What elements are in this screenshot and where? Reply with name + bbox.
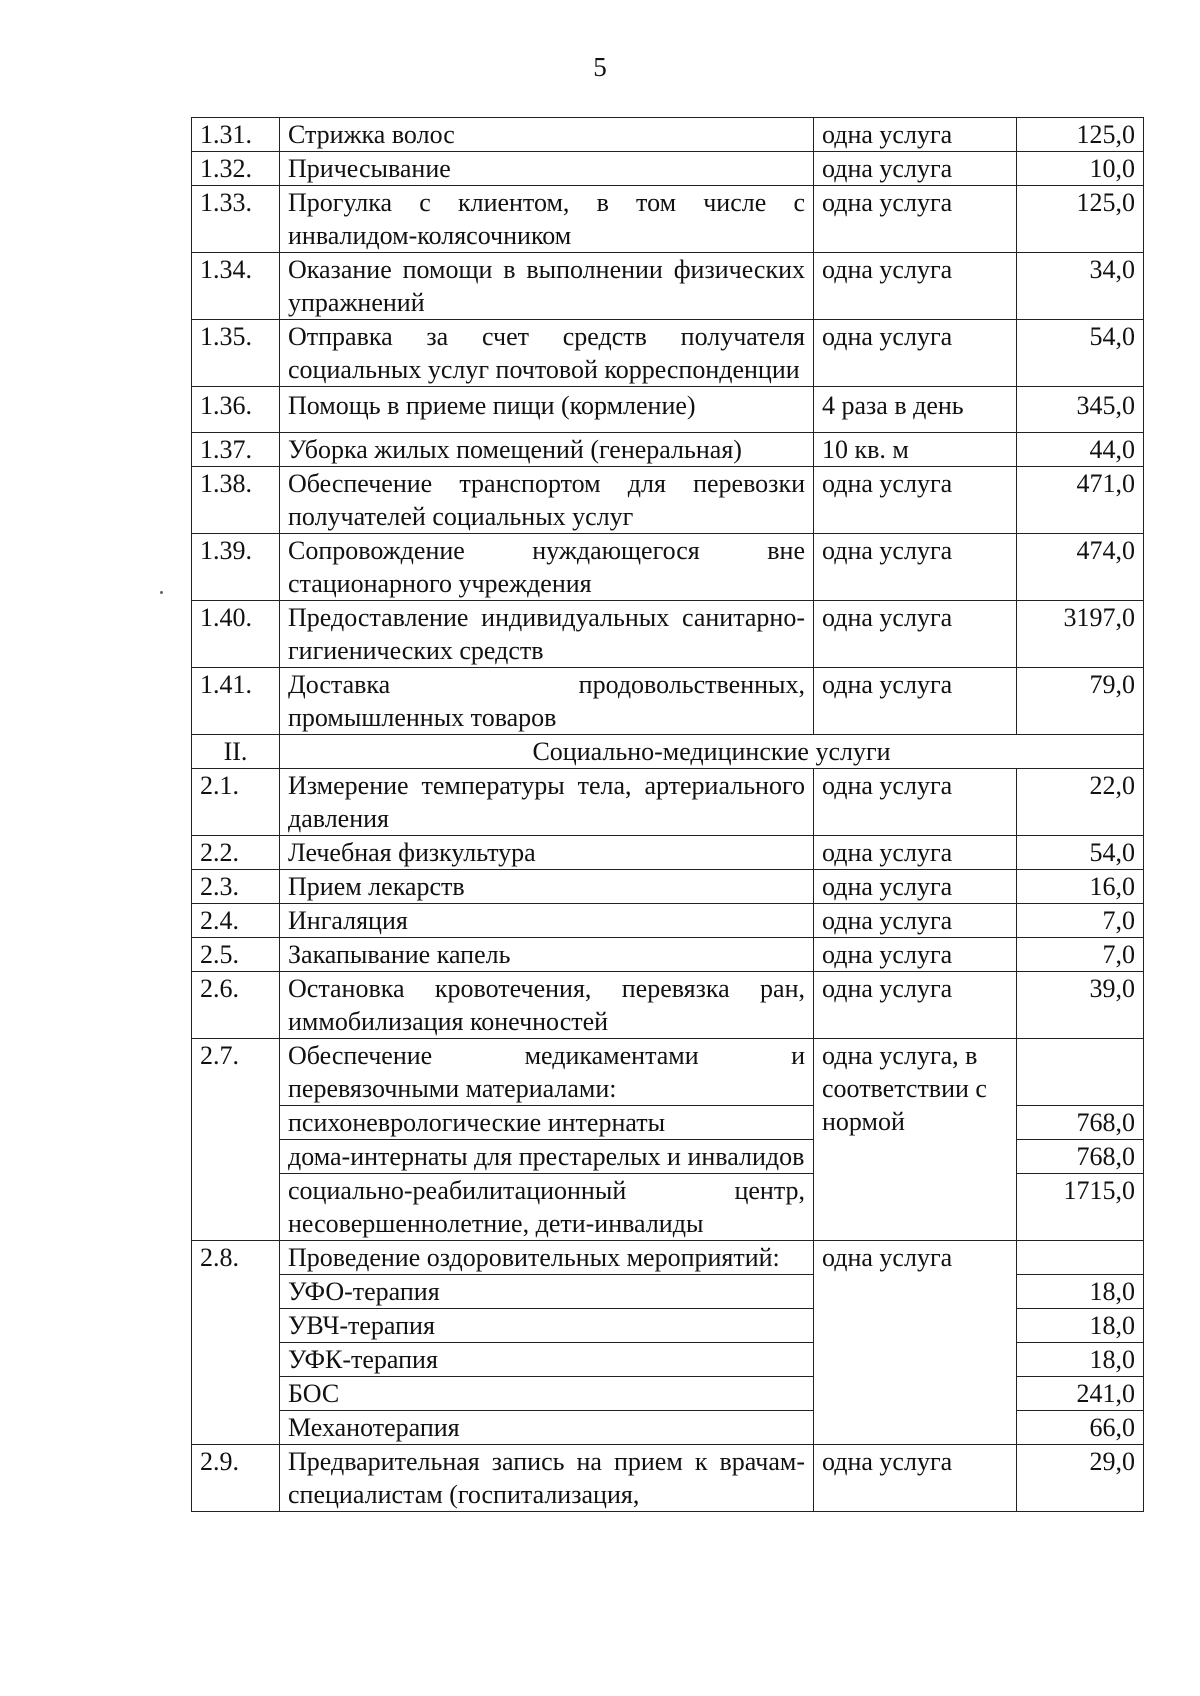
- service-price: 44,0: [1017, 433, 1144, 467]
- service-price: 54,0: [1017, 320, 1144, 387]
- row-number: 1.35.: [192, 320, 280, 387]
- service-price: 16,0: [1017, 870, 1144, 904]
- service-price: 1715,0: [1017, 1174, 1144, 1241]
- service-name: Лечебная физкультура: [280, 836, 814, 870]
- service-name: Отправка за счет средств получателя социальных услуг почтовой корреспонденции: [280, 320, 814, 387]
- service-price: 241,0: [1017, 1377, 1144, 1411]
- service-price: 7,0: [1017, 938, 1144, 972]
- table-row: [192, 938, 1144, 972]
- service-unit: одна услуга: [814, 1241, 1017, 1445]
- row-number: 2.4.: [192, 904, 280, 938]
- service-unit: одна услуга: [814, 253, 1017, 320]
- service-unit: одна услуга, в соответствии с нормой: [814, 1039, 1017, 1241]
- table-row: [192, 118, 1144, 152]
- row-number: 2.8.: [192, 1241, 280, 1445]
- table-row: [192, 601, 1144, 668]
- services-price-table: [191, 117, 1144, 1512]
- table-row: [192, 387, 1144, 433]
- service-name: Уборка жилых помещений (генеральная): [280, 433, 814, 467]
- table-row: [192, 1039, 1144, 1106]
- table-row: [192, 320, 1144, 387]
- service-price: 18,0: [1017, 1343, 1144, 1377]
- row-number: 2.9.: [192, 1445, 280, 1512]
- service-name: Причесывание: [280, 152, 814, 186]
- service-unit: одна услуга: [814, 904, 1017, 938]
- service-unit: 4 раза в день: [814, 387, 1017, 433]
- row-number: 1.41.: [192, 668, 280, 735]
- row-number: 1.36.: [192, 387, 280, 433]
- service-unit: одна услуга: [814, 118, 1017, 152]
- service-name: Сопровождение нуждающегося вне стационарного учреждения: [280, 534, 814, 601]
- row-number: 1.40.: [192, 601, 280, 668]
- service-price: 7,0: [1017, 904, 1144, 938]
- service-price: 471,0: [1017, 467, 1144, 534]
- service-name: Ингаляция: [280, 904, 814, 938]
- service-subitem-name: УФО-терапия: [280, 1275, 814, 1309]
- service-unit: одна услуга: [814, 870, 1017, 904]
- service-name: Прием лекарств: [280, 870, 814, 904]
- service-price: 22,0: [1017, 769, 1144, 836]
- service-price: 474,0: [1017, 534, 1144, 601]
- service-unit: одна услуга: [814, 534, 1017, 601]
- service-subitem-name: социально-реабилитационный центр, несовершеннолетние, дети-инвалиды: [280, 1174, 814, 1241]
- row-number: 2.7.: [192, 1039, 280, 1241]
- service-price-empty: [1017, 1241, 1144, 1275]
- service-name: Остановка кровотечения, перевязка ран, иммобилизация конечностей: [280, 972, 814, 1039]
- table-row: [192, 904, 1144, 938]
- service-price: 768,0: [1017, 1140, 1144, 1174]
- service-name: Оказание помощи в выполнении физических упражнений: [280, 253, 814, 320]
- service-name: Измерение температуры тела, артериального давления: [280, 769, 814, 836]
- service-price: 3197,0: [1017, 601, 1144, 668]
- row-number: 1.39.: [192, 534, 280, 601]
- service-price: 18,0: [1017, 1309, 1144, 1343]
- service-price: 18,0: [1017, 1275, 1144, 1309]
- service-price: 345,0: [1017, 387, 1144, 433]
- row-number: 2.5.: [192, 938, 280, 972]
- service-price-empty: [1017, 1039, 1144, 1106]
- service-unit: 10 кв. м: [814, 433, 1017, 467]
- service-name: Обеспечение медикаментами и перевязочными материалами:: [280, 1039, 814, 1106]
- service-unit: одна услуга: [814, 1445, 1017, 1512]
- section-number: II.: [192, 735, 280, 769]
- table-row: [192, 972, 1144, 1039]
- service-price: 768,0: [1017, 1106, 1144, 1140]
- row-number: 1.34.: [192, 253, 280, 320]
- service-name: Предварительная запись на прием к врачам-специалистам (госпитализация,: [280, 1445, 814, 1512]
- service-unit: одна услуга: [814, 668, 1017, 735]
- table-row: [192, 668, 1144, 735]
- service-subitem-name: БОС: [280, 1377, 814, 1411]
- table-row: [192, 433, 1144, 467]
- row-number: 2.3.: [192, 870, 280, 904]
- service-subitem-name: дома-интернаты для престарелых и инвалидов: [280, 1140, 814, 1174]
- service-name: Помощь в приеме пищи (кормление): [280, 387, 814, 433]
- row-number: 2.6.: [192, 972, 280, 1039]
- table-row: [192, 769, 1144, 836]
- service-price: 10,0: [1017, 152, 1144, 186]
- service-unit: одна услуга: [814, 938, 1017, 972]
- row-number: 1.38.: [192, 467, 280, 534]
- service-subitem-name: УФК-терапия: [280, 1343, 814, 1377]
- row-number: 1.37.: [192, 433, 280, 467]
- row-number: 1.32.: [192, 152, 280, 186]
- service-unit: одна услуга: [814, 972, 1017, 1039]
- service-unit: одна услуга: [814, 186, 1017, 253]
- service-name: Проведение оздоровительных мероприятий:: [280, 1241, 814, 1275]
- service-price: 54,0: [1017, 836, 1144, 870]
- service-name: Предоставление индивидуальных санитарно-гигиенических средств: [280, 601, 814, 668]
- table-row: [192, 870, 1144, 904]
- service-price: 125,0: [1017, 118, 1144, 152]
- row-number: 1.31.: [192, 118, 280, 152]
- table-row: [192, 253, 1144, 320]
- service-unit: одна услуга: [814, 152, 1017, 186]
- service-price: 66,0: [1017, 1411, 1144, 1445]
- table-row: [192, 152, 1144, 186]
- table-row: [192, 467, 1144, 534]
- service-subitem-name: психоневрологические интернаты: [280, 1106, 814, 1140]
- section-title: Социально-медицинские услуги: [280, 735, 1144, 769]
- page-number: 5: [593, 52, 607, 82]
- service-price: 125,0: [1017, 186, 1144, 253]
- table-row: [192, 1445, 1144, 1512]
- service-name: Закапывание капель: [280, 938, 814, 972]
- row-number: 2.1.: [192, 769, 280, 836]
- service-unit: одна услуга: [814, 320, 1017, 387]
- service-subitem-name: УВЧ-терапия: [280, 1309, 814, 1343]
- table-row: [192, 186, 1144, 253]
- table-row: [192, 1241, 1144, 1275]
- service-price: 34,0: [1017, 253, 1144, 320]
- section-header-row: [192, 735, 1144, 769]
- row-number: 1.33.: [192, 186, 280, 253]
- service-unit: одна услуга: [814, 769, 1017, 836]
- service-name: Доставка продовольственных, промышленных товаров: [280, 668, 814, 735]
- service-unit: одна услуга: [814, 836, 1017, 870]
- table-row: [192, 534, 1144, 601]
- scan-speck: [160, 591, 163, 594]
- service-unit: одна услуга: [814, 467, 1017, 534]
- service-name: Прогулка с клиентом, в том числе с инвалидом-колясочником: [280, 186, 814, 253]
- service-name: Обеспечение транспортом для перевозки получателей социальных услуг: [280, 467, 814, 534]
- service-name: Стрижка волос: [280, 118, 814, 152]
- service-price: 29,0: [1017, 1445, 1144, 1512]
- service-price: 39,0: [1017, 972, 1144, 1039]
- table-row: [192, 836, 1144, 870]
- service-subitem-name: Механотерапия: [280, 1411, 814, 1445]
- service-price: 79,0: [1017, 668, 1144, 735]
- service-unit: одна услуга: [814, 601, 1017, 668]
- row-number: 2.2.: [192, 836, 280, 870]
